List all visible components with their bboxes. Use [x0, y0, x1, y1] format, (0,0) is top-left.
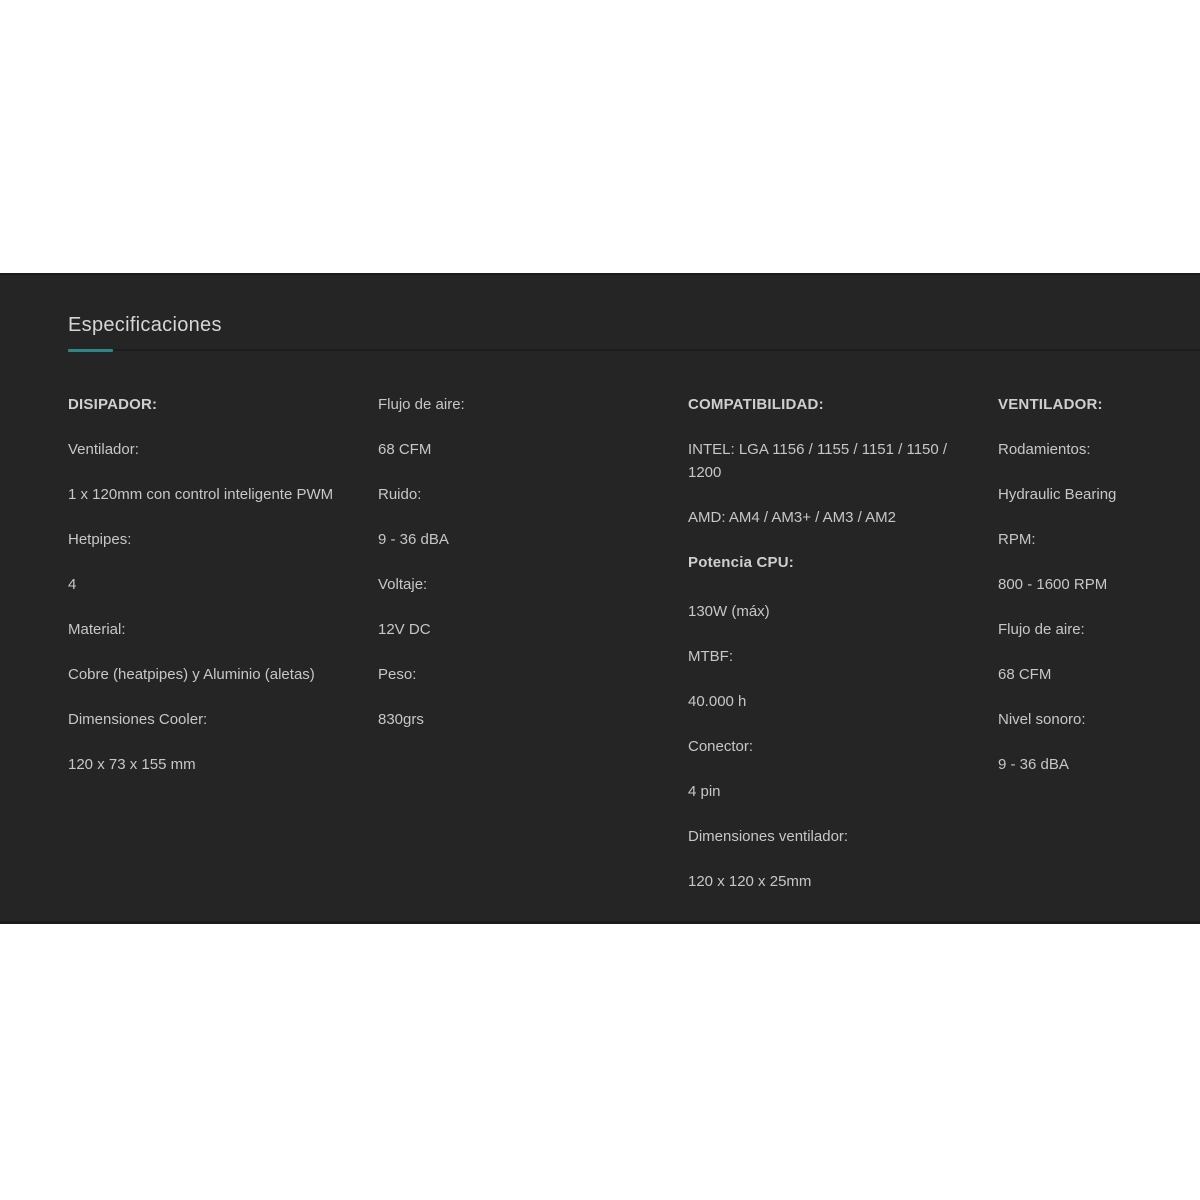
spec-line: Hydraulic Bearing: [998, 486, 1117, 503]
spec-line: AMD: AM4 / AM3+ / AM3 / AM2: [688, 509, 896, 526]
spec-line: RPM:: [998, 531, 1036, 548]
spec-line: INTEL: LGA 1156 / 1155 / 1151 / 1150 / 1200: [688, 441, 948, 481]
spec-line: Cobre (heatpipes) y Aluminio (aletas): [68, 666, 315, 683]
spec-section-header: DISIPADOR:: [68, 396, 158, 413]
spec-line: Dimensiones ventilador:: [688, 828, 849, 845]
spec-line: 120 x 120 x 25mm: [688, 873, 812, 890]
spec-line: Material:: [68, 621, 126, 638]
spec-line: 120 x 73 x 155 mm: [68, 756, 196, 773]
spec-column-4: [998, 393, 1148, 798]
spec-line: Ventilador:: [68, 441, 139, 458]
spec-line: 800 - 1600 RPM: [998, 576, 1108, 593]
spec-line: Flujo de aire:: [998, 621, 1085, 638]
spec-section-header: COMPATIBILIDAD:: [688, 396, 824, 413]
title-divider: [68, 349, 1132, 352]
spec-line: Ruido:: [378, 486, 422, 503]
spec-section-header: Potencia CPU:: [688, 554, 794, 571]
spec-line: 830grs: [378, 711, 424, 728]
spec-column-2: [378, 393, 650, 753]
spec-line: MTBF:: [688, 648, 733, 665]
specifications-panel: [0, 273, 1200, 924]
spec-line: Flujo de aire:: [378, 396, 465, 413]
spec-line: 40.000 h: [688, 693, 747, 710]
specs-grid: [68, 393, 1132, 915]
spec-line: 4 pin: [688, 783, 721, 800]
spec-line: Dimensiones Cooler:: [68, 711, 208, 728]
spec-line: 1 x 120mm con control inteligente PWM: [68, 486, 334, 503]
spec-line: Voltaje:: [378, 576, 428, 593]
spec-line: Peso:: [378, 666, 417, 683]
spec-line: Rodamientos:: [998, 441, 1091, 458]
spec-line: 12V DC: [378, 621, 431, 638]
spec-line: 9 - 36 dBA: [378, 531, 449, 548]
spec-line: Conector:: [688, 738, 754, 755]
spec-column-1: [68, 393, 340, 798]
spec-line: 68 CFM: [998, 666, 1052, 683]
spec-column-3: [688, 393, 960, 915]
specifications-title: Especificaciones: [68, 314, 222, 336]
divider-line: [68, 349, 1200, 351]
spec-line: 4: [68, 576, 77, 593]
spec-line: 68 CFM: [378, 441, 432, 458]
spec-line: Nivel sonoro:: [998, 711, 1086, 728]
spec-line: 9 - 36 dBA: [998, 756, 1069, 773]
spec-section-header: VENTILADOR:: [998, 396, 1103, 413]
spec-line: 130W (máx): [688, 603, 770, 620]
title-accent-bar: [68, 349, 113, 352]
spec-line: Hetpipes:: [68, 531, 132, 548]
